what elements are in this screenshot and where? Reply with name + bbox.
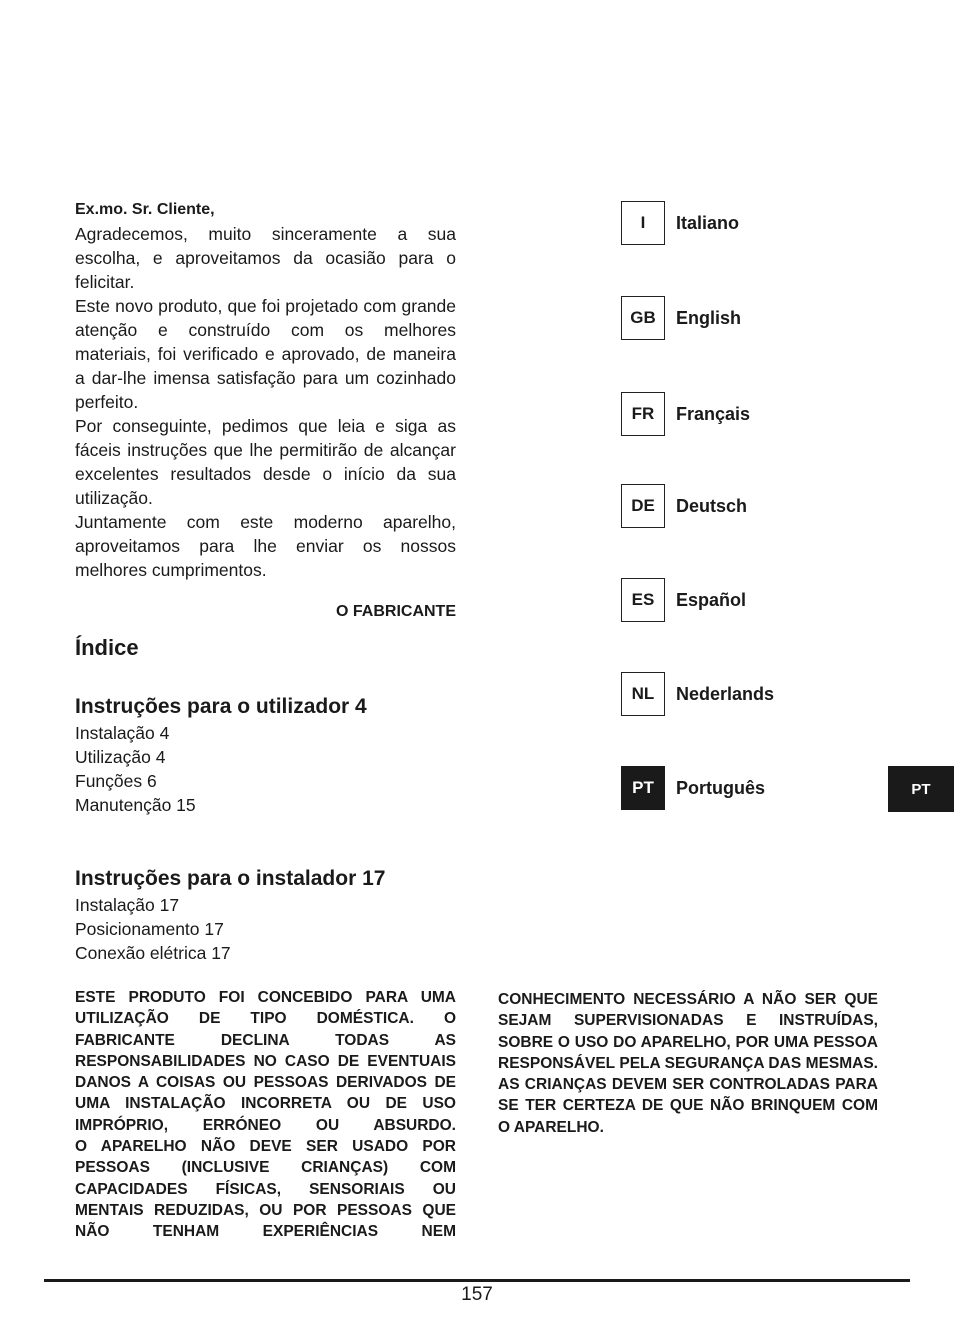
toc-entry[interactable]: Utilização 4 <box>75 747 166 767</box>
intro-paragraph: Por conseguinte, pedimos que leia e siga as fáceis instruções que lhe permitirão de alcançar excelentes resultados desde o início da sua utilização. <box>75 416 456 508</box>
toc-entry[interactable]: Funções 6 <box>75 771 157 791</box>
index-title: Índice <box>75 635 139 660</box>
language-code-box: I <box>621 201 665 245</box>
language-code-box: GB <box>621 296 665 340</box>
language-item-portugues[interactable] <box>621 766 765 810</box>
language-item-english[interactable] <box>621 296 741 340</box>
language-code-box: ES <box>621 578 665 622</box>
language-code-box: DE <box>621 484 665 528</box>
language-name: Português <box>676 777 766 798</box>
toc-entry[interactable]: Instalação 17 <box>75 895 180 915</box>
warning-paragraph: O APARELHO NÃO DEVE SER USADO POR PESSOAS (INCLUSIVE CRIANÇAS) COM CAPACIDADES FÍSICAS, SENSORIAIS OU MENTAIS REDUZIDAS, OU POR PESSOAS QUE NÃO TENHAM EXPERIÊNCIAS NEM <box>75 1138 456 1241</box>
footer-divider <box>44 1279 910 1282</box>
intro-paragraph: Juntamente com este moderno aparelho, aproveitamos para lhe enviar os nossos melhores cumprimentos. <box>75 512 456 580</box>
language-item-espanol[interactable] <box>621 578 746 622</box>
toc-entry[interactable]: Instalação 4 <box>75 723 170 743</box>
toc-installer-heading[interactable]: Instruções para o instalador 17 <box>75 867 386 890</box>
language-name: Français <box>676 403 751 424</box>
warning-left <box>75 987 456 1243</box>
language-name: English <box>676 307 742 328</box>
language-code-box-active: PT <box>621 766 665 810</box>
language-name: Español <box>676 589 747 610</box>
language-item-deutsch[interactable] <box>621 484 747 528</box>
toc-installer-section <box>75 865 475 965</box>
toc-entry[interactable]: Manutenção 15 <box>75 795 196 815</box>
salutation: Ex.mo. Sr. Cliente, <box>75 201 215 218</box>
language-code-box: NL <box>621 672 665 716</box>
language-item-nederlands[interactable] <box>621 672 774 716</box>
warning-paragraph: CONHECIMENTO NECESSÁRIO A NÃO SER QUE SEJAM SUPERVISIONADAS E INSTRUÍDAS, SOBRE O USO DO APARELHO, POR UMA PESSOA RESPONSÁVEL PELA SEGURANÇA DAS MESMAS. AS CRIANÇAS DEVEM SER CONTROLADAS PARA SE TER CERTEZA DE QUE NÃO BRINQUEM COM O APARELHO. <box>498 991 878 1136</box>
toc-entry[interactable]: Conexão elétrica 17 <box>75 943 231 963</box>
language-item-italiano[interactable] <box>621 201 739 245</box>
language-name: Deutsch <box>676 495 748 516</box>
page-number: 157 <box>461 1284 493 1305</box>
toc-entry[interactable]: Posicionamento 17 <box>75 919 224 939</box>
section-tab-pt[interactable]: PT <box>888 766 954 812</box>
language-name: Italiano <box>676 212 740 233</box>
language-code-box: FR <box>621 392 665 436</box>
toc-user-heading[interactable]: Instruções para o utilizador 4 <box>75 695 367 718</box>
intro-paragraph: Agradecemos, muito sinceramente a sua escolha, e aproveitamos da ocasião para o felicitar. <box>75 224 456 292</box>
warning-right <box>498 989 878 1138</box>
language-name: Nederlands <box>676 683 775 704</box>
language-item-francais[interactable] <box>621 392 750 436</box>
warning-paragraph: ESTE PRODUTO FOI CONCEBIDO PARA UMA UTILIZAÇÃO DE TIPO DOMÉSTICA. O FABRICANTE DECLINA TODAS AS RESPONSABILIDADES NO CASO DE EVENTUAIS DANOS A COISAS OU PESSOAS DERIVADOS DE UMA INSTALAÇÃO INCORRETA OU DE USO IMPRÓPRIO, ERRÓNEO OU ABSURDO. <box>75 989 456 1134</box>
intro-letter <box>75 198 456 582</box>
manufacturer-signature: O FABRICANTE <box>336 603 456 620</box>
intro-paragraph: Este novo produto, que foi projetado com grande atenção e construído com os melhores materiais, foi verificado e aprovado, de maneira a dar-lhe imensa satisfação para um cozinhado perfeito. <box>75 296 456 412</box>
toc-user-section <box>75 693 475 817</box>
